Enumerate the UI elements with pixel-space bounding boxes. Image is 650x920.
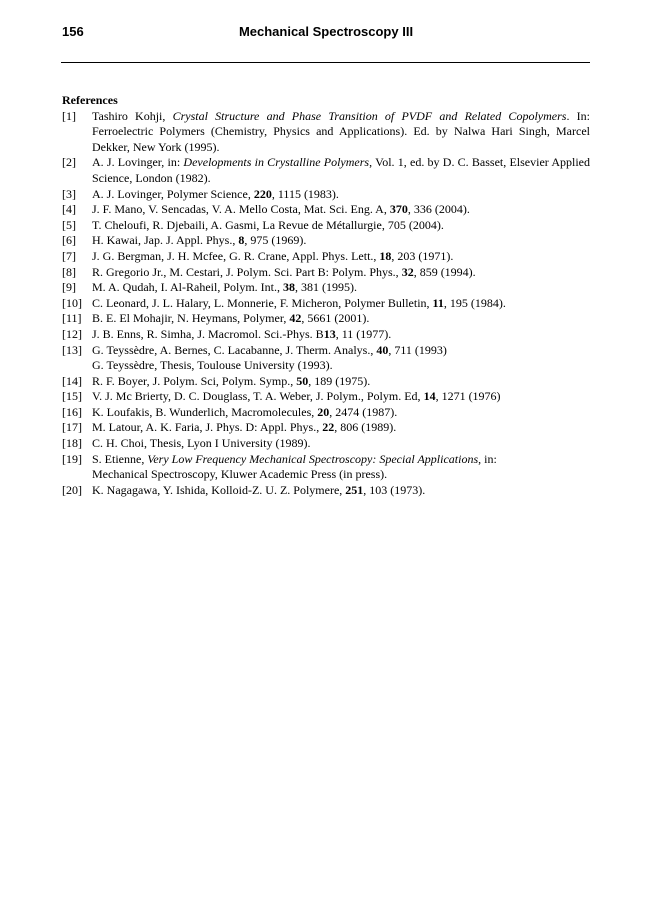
reference-fragment: , 5661 (2001). (301, 311, 370, 326)
reference-fragment: R. F. Boyer, J. Polym. Sci, Polym. Symp., (92, 373, 297, 388)
reference-item (62, 483, 590, 499)
reference-number: [16] (62, 404, 82, 419)
reference-number: [12] (62, 326, 82, 341)
reference-fragment: , 1271 (1976) (435, 389, 501, 404)
reference-number: [14] (62, 373, 82, 388)
reference-item (62, 374, 590, 390)
reference-fragment: V. J. Mc Brierty, D. C. Douglass, T. A. Weber, J. Polym., Polym. Ed, (92, 389, 424, 404)
reference-text (92, 452, 590, 483)
reference-number: [1] (62, 108, 76, 123)
reference-number: [9] (62, 280, 76, 295)
reference-fragment: Mechanical Spectroscopy, Kluwer Academic Press (in press). (92, 467, 388, 482)
reference-volume: 220 (253, 186, 272, 201)
reference-number: [11] (62, 311, 82, 326)
reference-number: [18] (62, 436, 82, 451)
reference-item (62, 311, 590, 327)
reference-title: Developments in Crystalline Polymers (183, 155, 370, 170)
reference-volume: 14 (423, 389, 436, 404)
reference-fragment: K. Nagagawa, Y. Ishida, Kolloid-Z. U. Z. Polymere, (92, 482, 346, 497)
reference-fragment: , 195 (1984). (443, 295, 506, 310)
reference-text (92, 249, 590, 265)
reference-item (62, 280, 590, 296)
reference-volume: 32 (401, 264, 414, 279)
reference-fragment: , in: (478, 451, 497, 466)
reference-volume: 251 (345, 482, 364, 497)
reference-fragment: J. G. Bergman, J. H. Mcfee, G. R. Crane, Appl. Phys. Lett., (92, 248, 380, 263)
reference-number: [10] (62, 295, 82, 310)
reference-number: [3] (62, 186, 76, 201)
reference-number: [17] (62, 420, 82, 435)
reference-title: Crystal Structure and Phase Transition of PVDF and Related Copolymers (172, 108, 567, 123)
reference-item (62, 420, 590, 436)
reference-item (62, 436, 590, 452)
reference-fragment: , 381 (1995). (295, 280, 357, 295)
reference-text (92, 233, 590, 249)
reference-fragment: J. B. Enns, R. Simha, J. Macromol. Sci.-Phys. B (92, 326, 324, 341)
reference-number: [13] (62, 342, 82, 357)
reference-fragment: , 189 (1975). (308, 373, 371, 388)
reference-volume: 22 (322, 420, 335, 435)
reference-fragment: , 806 (1989). (334, 420, 397, 435)
reference-text (92, 280, 590, 296)
reference-text (92, 265, 590, 281)
reference-text (92, 187, 590, 203)
references-heading: References (62, 93, 118, 107)
reference-item (62, 109, 590, 156)
reference-volume: 40 (376, 342, 389, 357)
reference-volume: 20 (317, 404, 330, 419)
reference-text (92, 436, 590, 452)
reference-text (92, 389, 590, 405)
reference-fragment: A. J. Lovinger, Polymer Science, (92, 186, 254, 201)
reference-fragment: , 103 (1973). (363, 482, 426, 497)
reference-item (62, 265, 590, 281)
reference-fragment: , 11 (1977). (335, 326, 392, 341)
reference-fragment: , 203 (1971). (391, 248, 454, 263)
reference-text (92, 218, 590, 234)
reference-fragment: A. J. Lovinger, in: (92, 155, 184, 170)
reference-volume: 370 (389, 202, 408, 217)
reference-fragment: , 1115 (1983). (271, 186, 339, 201)
reference-fragment: M. A. Qudah, I. Al-Raheil, Polym. Int., (92, 280, 283, 295)
reference-text (92, 420, 590, 436)
reference-item (62, 327, 590, 343)
reference-fragment: S. Etienne, (92, 451, 148, 466)
page-number: 156 (62, 24, 84, 39)
reference-item (62, 155, 590, 186)
reference-fragment: T. Cheloufi, R. Djebaili, A. Gasmi, La Revue de Métallurgie, 705 (2004). (92, 217, 444, 232)
reference-item (62, 452, 590, 483)
reference-fragment: M. Latour, A. K. Faria, J. Phys. D: Appl. Phys., (92, 420, 323, 435)
reference-fragment: , 336 (2004). (407, 202, 470, 217)
reference-text (92, 109, 590, 156)
reference-text (92, 405, 590, 421)
reference-number: [8] (62, 264, 76, 279)
reference-fragment: J. F. Mano, V. Sencadas, V. A. Mello Costa, Mat. Sci. Eng. A, (92, 202, 390, 217)
reference-fragment: , 975 (1969). (244, 233, 307, 248)
reference-number: [19] (62, 451, 82, 466)
reference-fragment: . In: Ferroelectric Polymers (Chemistry, Physics and Applications). Ed. by Nalwa Hari Singh, Marcel Dekker, New York (1995). (92, 108, 590, 154)
reference-item (62, 389, 590, 405)
reference-list (62, 109, 590, 499)
reference-text (92, 311, 590, 327)
reference-volume: 50 (296, 373, 309, 388)
page-header (62, 24, 590, 42)
reference-fragment: C. H. Choi, Thesis, Lyon I University (1989). (92, 436, 311, 451)
reference-item (62, 233, 590, 249)
reference-number: [2] (62, 155, 76, 170)
reference-fragment: , 711 (1993) (388, 342, 447, 357)
reference-text (92, 343, 590, 374)
reference-volume: 18 (379, 248, 392, 263)
reference-fragment: R. Gregorio Jr., M. Cestari, J. Polym. Sci. Part B: Polym. Phys., (92, 264, 402, 279)
reference-text (92, 327, 590, 343)
reference-number: [6] (62, 233, 76, 248)
reference-item (62, 187, 590, 203)
reference-fragment: G. Teyssèdre, A. Bernes, C. Lacabanne, J. Therm. Analys., (92, 342, 377, 357)
reference-fragment: , 2474 (1987). (329, 404, 398, 419)
reference-fragment: H. Kawai, Jap. J. Appl. Phys., (92, 233, 239, 248)
reference-volume: 42 (289, 311, 302, 326)
reference-item (62, 249, 590, 265)
reference-number: [5] (62, 217, 76, 232)
reference-text (92, 483, 590, 499)
reference-text (92, 202, 590, 218)
reference-text (92, 374, 590, 390)
reference-fragment: B. E. El Mohajir, N. Heymans, Polymer, (92, 311, 290, 326)
reference-number: [4] (62, 202, 76, 217)
reference-item (62, 296, 590, 312)
reference-number: [15] (62, 389, 82, 404)
reference-volume: 13 (323, 326, 336, 341)
reference-volume: 11 (432, 295, 444, 310)
reference-number: [20] (62, 482, 82, 497)
reference-text (92, 155, 590, 186)
reference-item (62, 405, 590, 421)
reference-title: Very Low Frequency Mechanical Spectroscopy: Special Applications (147, 451, 479, 466)
reference-item (62, 202, 590, 218)
reference-volume: 38 (283, 280, 295, 295)
reference-item (62, 218, 590, 234)
reference-fragment: C. Leonard, J. L. Halary, L. Monnerie, F. Micheron, Polymer Bulletin, (92, 295, 433, 310)
reference-fragment: K. Loufakis, B. Wunderlich, Macromolecules, (92, 404, 318, 419)
header-rule (61, 62, 590, 63)
reference-text (92, 296, 590, 312)
reference-volume: 8 (238, 233, 245, 248)
reference-number: [7] (62, 248, 76, 263)
running-title: Mechanical Spectroscopy III (238, 24, 414, 39)
reference-item (62, 343, 590, 374)
reference-fragment: Tashiro Kohji, (92, 108, 173, 123)
reference-fragment: , 859 (1994). (413, 264, 476, 279)
reference-fragment: G. Teyssèdre, Thesis, Toulouse University (1993). (92, 358, 333, 373)
reference-fragment: , Vol. 1, ed. by D. C. Basset, Elsevier Applied Science, London (1982). (92, 155, 590, 185)
references-section (62, 93, 590, 498)
